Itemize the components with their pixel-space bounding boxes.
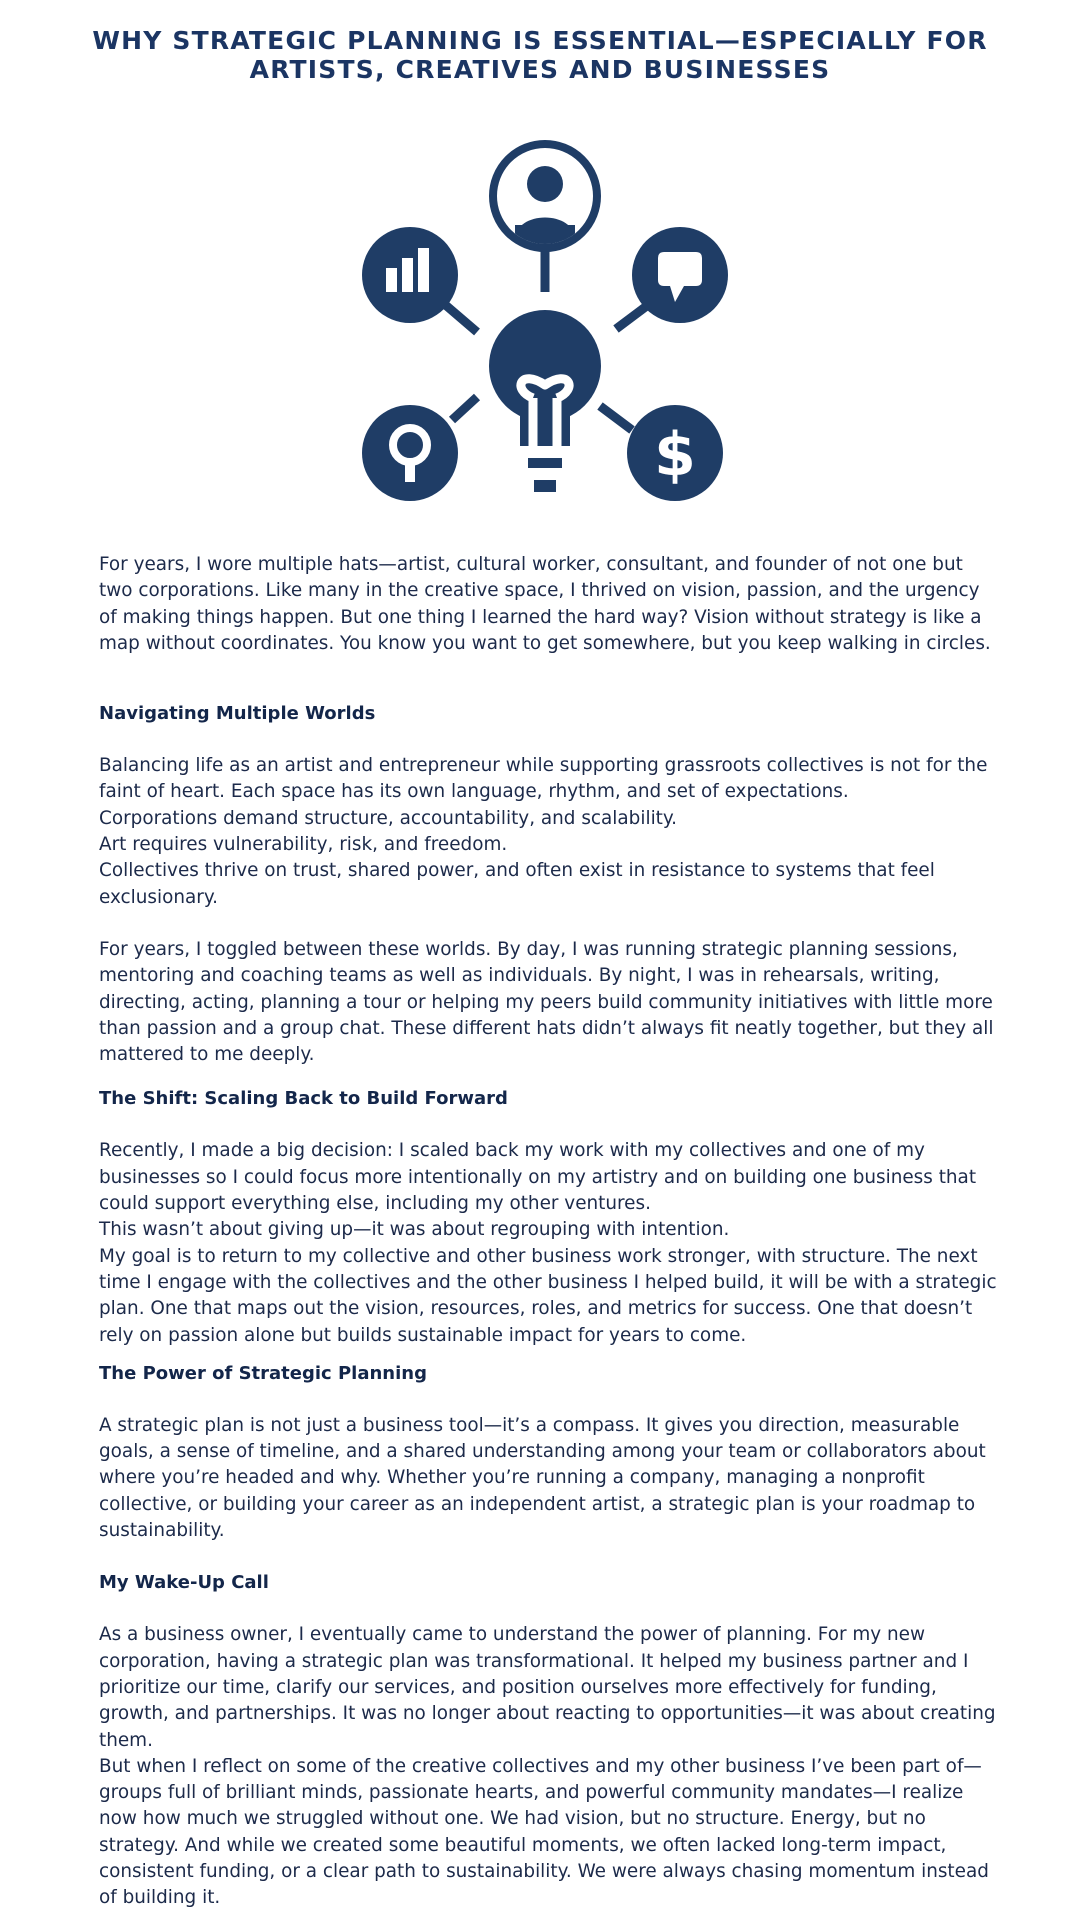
intro-paragraph: For years, I wore multiple hats—artist, cultural worker, consultant, and founder of not one but two corporations. Like many in the creative space, I thrived on vision, passion, and the urgency of making things happen. But one thing I learned the hard way? Vision without strategy is like a map without coordinates. You know you want to get somewhere, but you keep walking in circles.	[99, 554, 991, 654]
paragraph: But when I reflect on some of the creative collectives and my other business I’ve been part of—groups full of brilliant minds, passionate hearts, and powerful community mandates—I realize now how much we struggled without one. We had vision, but no structure. Energy, but no strategy. And while we created some beautiful moments, we often lacked long-term impact, consistent funding, or a clear path to sustainability. We were always chasing momentum instead of building it.	[99, 1755, 989, 1909]
article-title: WHY STRATEGIC PLANNING IS ESSENTIAL—ESPECIALLY FOR ARTISTS, CREATIVES AND BUSINESSES	[92, 26, 988, 84]
article-body	[99, 552, 999, 1912]
paragraph: For years, I toggled between these worlds. By day, I was running strategic planning sessions, mentoring and coaching teams as well as individuals. By night, I was in rehearsals, writing, directing, acting, planning a tour or helping my peers build community initiatives with little more than passion and a group chat. These different hats didn’t always fit neatly together, but they all mattered to me deeply.	[99, 938, 994, 1066]
paragraph: Collectives thrive on trust, shared power, and often exist in resistance to systems that feel exclusionary.	[99, 860, 935, 908]
paragraph: Corporations demand structure, accountability, and scalability.	[99, 807, 677, 829]
location-pin-icon	[362, 405, 458, 501]
strategy-hero-illustration	[350, 135, 730, 505]
section-heading-power: The Power of Strategic Planning	[99, 1362, 427, 1384]
paragraph: A strategic plan is not just a business tool—it’s a compass. It gives you direction, measurable goals, a sense of timeline, and a shared understanding among your team or collaborators about where you’re headed and why. Whether you’re running a company, managing a nonprofit collective, or building your career as an independent artist, a strategic plan is your roadmap to sustainability.	[99, 1414, 986, 1542]
paragraph: My goal is to return to my collective and other business work stronger, with structure. The next time I engage with the collectives and the other business I helped build, it will be with a strategic plan. One that maps out the vision, resources, roles, and metrics for success. One that doesn’t rely on passion alone but builds sustainable impact for years to come.	[99, 1245, 997, 1346]
paragraph: Balancing life as an artist and entrepreneur while supporting grassroots collectives is not for the faint of heart. Each space has its own language, rhythm, and set of expectations.	[99, 755, 988, 803]
paragraph: As a business owner, I eventually came to understand the power of planning. For my new corporation, having a strategic plan was transformational. It helped my business partner and I prioritize our time, clarify our services, and position ourselves more effectively for funding, growth, and partnerships. It was no longer about reacting to opportunities—it was about creating them.	[99, 1624, 996, 1751]
dollar-icon	[627, 405, 723, 501]
section-heading-navigating: Navigating Multiple Worlds	[99, 703, 376, 725]
section-heading-wakeup: My Wake-Up Call	[99, 1572, 269, 1594]
person-icon	[493, 144, 597, 255]
svg-text:$: $	[654, 420, 696, 490]
chat-bubble-icon	[632, 227, 728, 323]
bar-chart-icon	[362, 227, 458, 323]
paragraph: Art requires vulnerability, risk, and freedom.	[99, 834, 508, 856]
paragraph: Recently, I made a big decision: I scaled back my work with my collectives and one of my businesses so I could focus more intentionally on my artistry and on building one business that could support everything else, including my other ventures.	[99, 1140, 977, 1215]
paragraph: This wasn’t about giving up—it was about regrouping with intention.	[99, 1219, 730, 1241]
section-heading-shift: The Shift: Scaling Back to Build Forward	[99, 1088, 508, 1110]
lightbulb-icon	[489, 310, 601, 492]
